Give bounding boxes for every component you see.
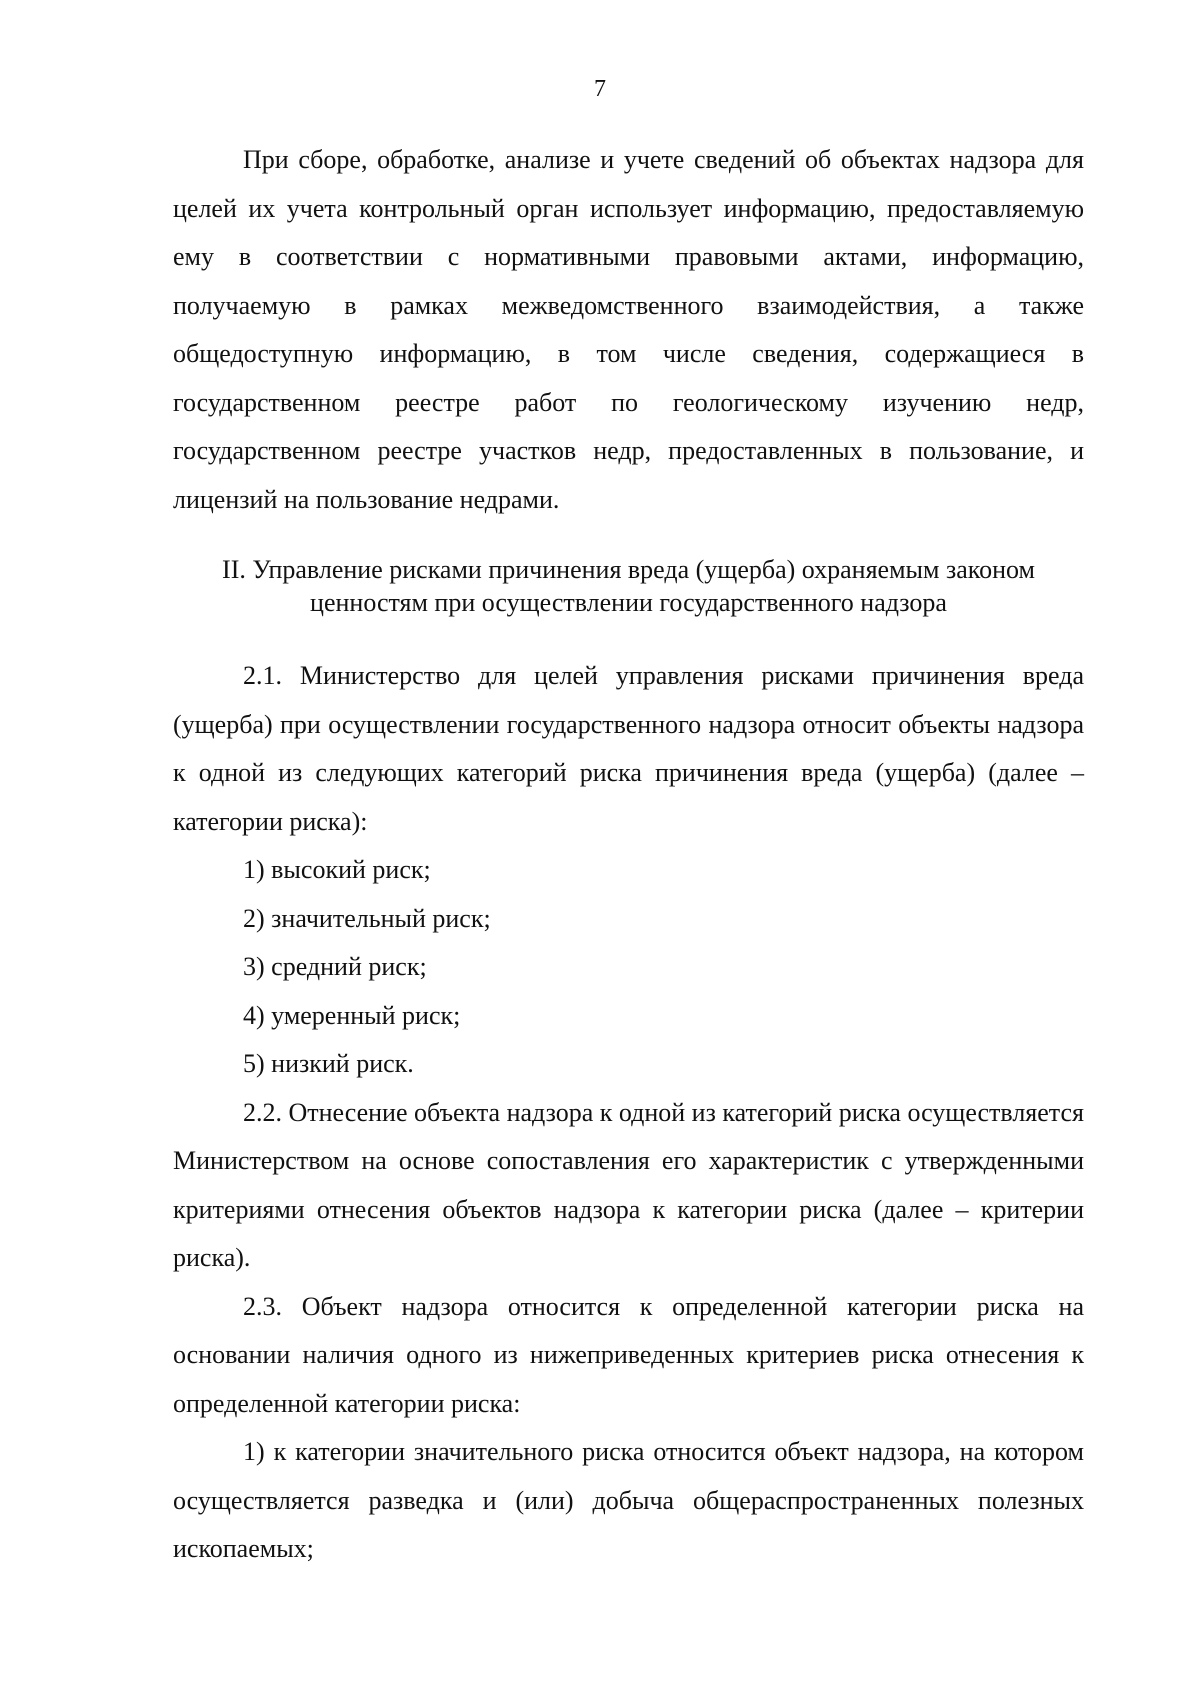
list-item-significant-risk: 2) значительный риск; [243,903,491,933]
paragraph-2-3: 2.3. Объект надзора относится к определенной категории риска на основании наличия одного из нижеприведенных критериев риска отнесения к определенной категории риска: [173,1291,1084,1418]
paragraph-2-1: 2.1. Министерство для целей управления рисками причинения вреда (ущерба) при осуществлении государственного надзора относит объекты надзора к одной из следующих категорий риска причинения вреда (ущерба) (далее – категории риска): [173,661,1084,836]
paragraph-2-2: 2.2. Отнесение объекта надзора к одной из категорий риска осуществляется Министерством на основе сопоставления его характеристик с утвержденными критериями отнесения объектов надзора к категории риска (далее – критерии риска). [173,1097,1084,1272]
list-item-medium-risk: 3) средний риск; [243,952,427,981]
list-item-high-risk: 1) высокий риск; [243,855,431,884]
intro-block [173,136,1084,524]
section-heading [173,553,1084,619]
section-heading-line-1: II. Управление рисками причинения вреда (ущерба) охраняемым законом [222,555,1035,584]
criteria-item-1: 1) к категории значительного риска относится объект надзора, на котором осуществляется разведка и (или) добыча общераспространенных полезных ископаемых; [173,1437,1084,1563]
page-number: 7 [594,76,606,102]
list-item-moderate-risk: 4) умеренный риск; [243,1000,461,1030]
list-item-low-risk: 5) низкий риск. [243,1049,414,1078]
intro-paragraph: При сборе, обработке, анализе и учете сведений об объектах надзора для целей их учета контрольный орган использует информацию, предоставляемую ему в соответствии с нормативными правовыми актами, информацию, получаемую в рамках межведомственного взаимодействия, а также общедоступную информацию, в том числе сведения, содержащиеся в государственном реестре работ по геологическому изучению недр, государственном реестре участков недр, предоставленных в пользование, и лицензий на пользование недрами. [173,145,1084,514]
section-heading-line-2: ценностям при осуществлении государственного надзора [310,588,947,617]
section-body [173,652,1084,1574]
